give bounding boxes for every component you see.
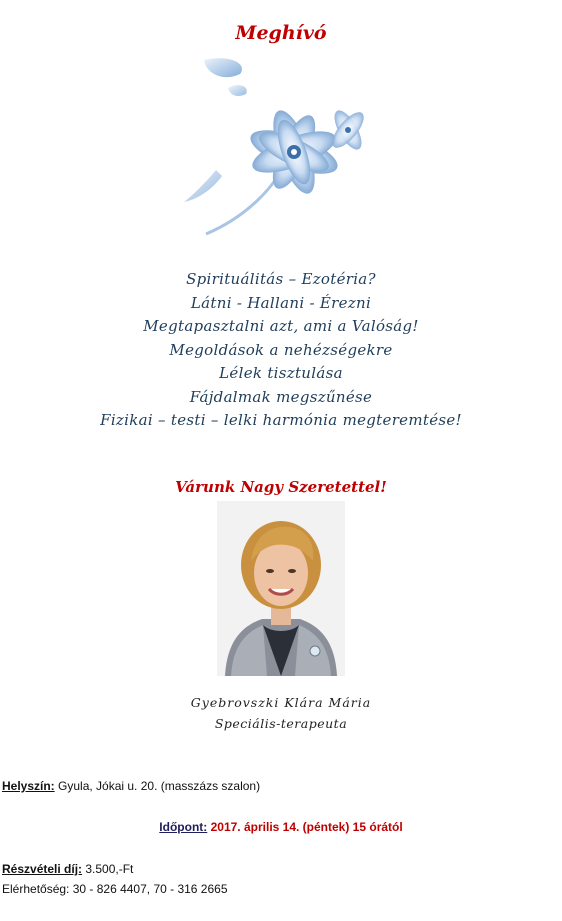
time-label: Időpont: — [159, 820, 208, 834]
time-value: 2017. április 14. (péntek) 15 órától — [207, 820, 403, 834]
time-line — [0, 820, 562, 834]
message-line: Megoldások a nehézségekre — [169, 340, 393, 359]
person-name: Gyebrovszki Klára Mária — [190, 695, 372, 710]
message-line: Megtapasztalni azt, ami a Valóság! — [143, 317, 419, 335]
message-line: Spirituálitás – Ezotéria? — [186, 270, 376, 288]
location-line — [2, 779, 260, 793]
message-line: Fájdalmak megszűnése — [189, 387, 373, 406]
message-line: Fizikai – testi – lelki harmónia megteremtése! — [100, 411, 462, 429]
person-role: Speciális-terapeuta — [214, 716, 348, 731]
flower-image — [176, 52, 386, 237]
message-line: Látni - Hallani - Érezni — [190, 293, 372, 312]
message-lines — [0, 268, 562, 433]
message-line: Lélek tisztulása — [219, 364, 343, 382]
contact-line: Elérhetőség: 30 - 826 4407, 70 - 316 2665 — [2, 882, 228, 896]
fee-label: Részvételi díj: — [2, 862, 83, 876]
portrait-photo — [217, 501, 345, 676]
location-value: Gyula, Jókai u. 20. (masszázs szalon) — [54, 779, 261, 793]
fee-line — [2, 862, 133, 876]
page-title: Meghívó — [235, 22, 327, 44]
fee-value: 3.500,-Ft — [82, 862, 134, 876]
welcome-text: Várunk Nagy Szeretettel! — [175, 478, 387, 496]
location-label: Helyszín: — [2, 779, 55, 793]
